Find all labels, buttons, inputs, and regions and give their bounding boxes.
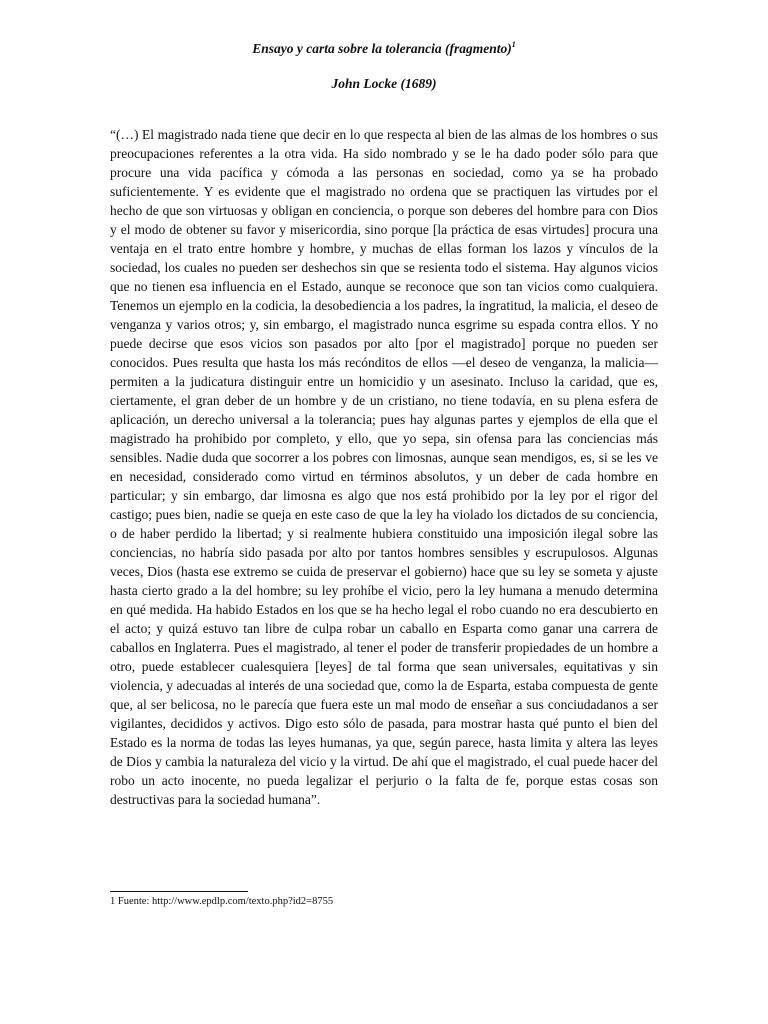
document-author: John Locke (1689) [331, 76, 437, 91]
footnote-divider [110, 891, 248, 892]
footnote: 1 Fuente: http://www.epdlp.com/texto.php?id2=8755 [110, 896, 334, 907]
title-text: Ensayo y carta sobre la tolerancia (fragmento) [252, 41, 512, 56]
body-paragraph: “(…) El magistrado nada tiene que decir en lo que respecta al bien de las almas de los hombres o sus preocupaciones referentes a la otra vida. Ha sido nombrado y se le ha dado poder sólo para que procure una vida pacífica y cómoda a las personas en sociedad, como ya se ha probado suficientemente. Y es evidente que el magistrado no ordena que se practiquen las virtudes por el hecho de que son virtuosas y obligan en conciencia, o porque son deberes del hombre para con Dios y el modo de obtener su favor y misericordia, sino porque [la práctica de esas virtudes] procura una ventaja en el trato entre hombre y hombre, y muchas de ellas forman los lazos y vínculos de la sociedad, los cuales no pueden ser deshechos sin que se resienta todo el sistema. Hay algunos vicios que no tienen esa influencia en el Estado, aunque se reconoce que son tan vicios como cualquiera. Tenemos un ejemplo en la codicia, la desobediencia a los padres, la ingratitud, la malicia, el deseo de venganza y varios otros; y, sin embargo, el magistrado nunca esgrime su espada contra ellos. Y no puede decirse que esos vicios son pasados por alto [por el magistrado] porque no pueden ser conocidos. Pues resulta que hasta los más recónditos de ellos —el deseo de venganza, la malicia— permiten a la judicatura distinguir entre un homicidio y un asesinato. Incluso la caridad, que es, ciertamente, el gran deber de un hombre y de un cristiano, no tiene todavía, en su plena esfera de aplicación, un derecho universal a la tolerancia; pues hay algunas partes y ejemplos de ella que el magistrado ha prohibido por completo, y ello, que yo sepa, sin ofensa para las conciencias más sensibles. Nadie duda que socorrer a los pobres con limosnas, aunque sean mendigos, es, si se les ve en necesidad, considerado como virtud en términos absolutos, y un deber de cada hombre en particular; y sin embargo, dar limosna es algo que nos está prohibido por la ley por el rigor del castigo; pues bien, nadie se queja en este caso de que la ley ha violado los dictados de su conciencia, o de haber perdido la libertad; y si realmente hubiera constituido una imposición ilegal sobre las conciencias, no habría sido pasada por alto por tantos hombres sensibles y escrupulosos. Algunas veces, Dios (hasta ese extremo se cuida de preservar el gobierno) hace que su ley se someta y ajuste hasta cierto grado a la del hombre; su ley prohíbe el vicio, pero la ley humana a menudo determina en qué medida. Ha habido Estados en los que se ha hecho legal el robo cuando no era descubierto en el acto; y quizá estuvo tan libre de culpa robar un caballo en Esparta como ganar una carrera de caballos en Inglaterra. Pues el magistrado, al tener el poder de transferir propiedades de un hombre a otro, puede establecer cualesquiera [leyes] de tal forma que sean universales, equitativas y sin violencia, y adecuadas al interés de una sociedad que, como la de Esparta, estaba compuesta de gente que, al ser belicosa, no le parecía que fuera este un mal modo de enseñar a sus conciudadanos a ser vigilantes, decididos y activos. Digo esto sólo de pasada, para mostrar hasta qué punto el bien del Estado es la norma de todas las leyes humanas, ya que, según parece, hasta limita y altera las leyes de Dios y cambia la naturaleza del vicio y la virtud. De ahí que el magistrado, el cual puede hacer del robo un acto inocente, no pueda legalizar el perjurio o la falta de fe, porque estas cosas son destructivas para la sociedad humana”. [110, 127, 658, 807]
document-title [0, 40, 768, 57]
footnote-marker: 1 [511, 40, 516, 49]
